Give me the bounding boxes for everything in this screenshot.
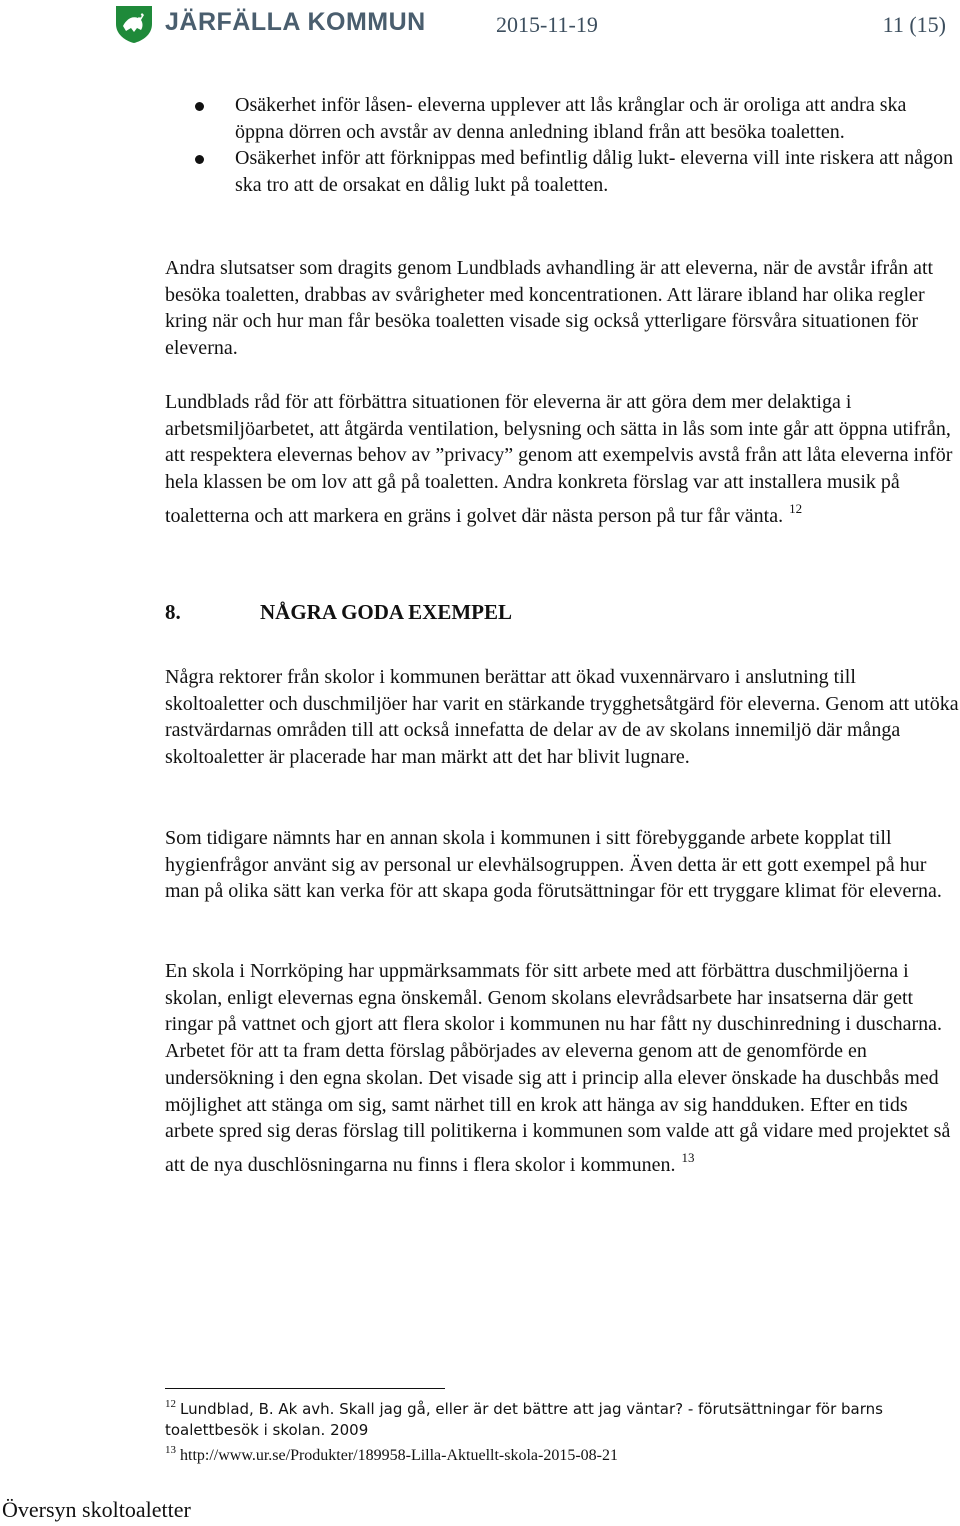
footnote-link[interactable]: http://www.ur.se/Produkter/189958-Lilla-Aktuellt-skola-2015-08-21 bbox=[180, 1447, 619, 1464]
paragraph bbox=[165, 389, 959, 530]
paragraph-text: Andra slutsatser som dragits genom Lundblads avhandling är att eleverna, när de avstår ifrån att besöka toaletten, drabbas av svårigheter med koncentrationen. Att lärare ibland har olika regler kring när och hur man får besöka toaletten visade sig också ytterligare försvåra situationen för eleverna. bbox=[165, 257, 934, 360]
footnote-text: Lundblad, B. Ak avh. Skall jag gå, eller är det bättre att jag väntar? - förutsättningar för barns toalettbesök i skolan. 2009 bbox=[165, 1400, 883, 1439]
section-heading bbox=[165, 600, 512, 625]
organization-name: JÄRFÄLLA KOMMUN bbox=[165, 8, 426, 36]
list-item-text: Osäkerhet inför att förknippas med befintlig dålig lukt- eleverna vill inte riskera att någon ska tro att de orsakat en dålig lukt på toaletten. bbox=[235, 147, 954, 197]
list-item bbox=[235, 92, 959, 145]
bullet-icon bbox=[195, 102, 204, 111]
footnote bbox=[165, 1394, 955, 1441]
footnote-number: 13 bbox=[165, 1444, 176, 1456]
section-number: 8. bbox=[165, 600, 181, 624]
footnote-ref: 13 bbox=[681, 1149, 695, 1165]
paragraph-text: Lundblads råd för att förbättra situationen för eleverna är att göra dem mer delaktiga i arbetsmiljöarbetet, att åtgärda ventilation, belysning och sätta in lås som inte går att öppna utifrån, att respektera elevernas behov av ”privacy” genom att exempelvis avstå från att låta eleverna inför hela klassen be om lov att gå på toaletten. Andra konkreta förslag var att installera musik på toaletterna och att markera en gräns i golvet där nästa person på tur får vänta. bbox=[165, 391, 953, 527]
crest-logo-icon bbox=[114, 4, 154, 44]
page-number: 11 (15) bbox=[882, 12, 946, 37]
footnote-number: 12 bbox=[165, 1398, 176, 1410]
footer-title: Översyn skoltoaletter bbox=[2, 1497, 191, 1522]
bullet-icon bbox=[195, 155, 204, 164]
paragraph bbox=[165, 664, 959, 771]
paragraph bbox=[165, 958, 959, 1179]
footnote bbox=[165, 1440, 955, 1466]
list-item bbox=[235, 145, 959, 198]
paragraph bbox=[165, 255, 959, 362]
paragraph-text: Som tidigare nämnts har en annan skola i kommunen i sitt förebyggande arbete kopplat till hygienfrågor använt sig av personal ur elevhälsogruppen. Även detta är ett gott exempel på hur man på olika sätt kan verka för att skapa goda förutsättningar för ett tryggare klimat för eleverna. bbox=[165, 827, 942, 903]
paragraph-text: Några rektorer från skolor i kommunen berättar att ökad vuxennärvaro i anslutning till skoltoaletter och duschmiljöer har varit en stärkande trygghetsåtgärd för eleverna. Genom att utöka rastvärdarnas områden till att också innefatta de delar av de av skolans innemiljö där många skoltoaletter är placerade har man märkt att det har blivit lugnare. bbox=[165, 666, 959, 769]
paragraph-text: En skola i Norrköping har uppmärksammats för sitt arbete med att förbättra duschmiljöerna i skolan, enligt elevernas egna önskemål. Genom skolans elevrådsarbete har insatserna där gett ringar på vattnet och gjort att flera skolor i kommunen nu har fått ny duschinredning i duscharna. Arbetet för att ta fram detta förslag påbörjades av eleverna genom att de genomförde en undersökning i den egna skolan. Det visade sig att i princip alla elever önskade ha duschbås med möjlighet att stänga om sig, samt närhet till en krok att hänga av sig handduken. Efter en tids arbete spred sig deras förslag till politikerna i kommunen som valde att gå vidare med projektet så att de nya duschlösningarna nu finns i flera skolor i kommunen. bbox=[165, 960, 951, 1176]
footnote-divider bbox=[165, 1388, 445, 1389]
document-date: 2015-11-19 bbox=[496, 12, 598, 37]
bullet-list bbox=[235, 92, 959, 199]
section-title: NÅGRA GODA EXEMPEL bbox=[260, 600, 513, 624]
paragraph bbox=[165, 825, 959, 905]
footnote-ref: 12 bbox=[789, 500, 803, 516]
list-item-text: Osäkerhet inför låsen- eleverna upplever att lås krånglar och är oroliga att andra ska öppna dörren och avstår av denna anledning ibland från att besöka toaletten. bbox=[235, 94, 907, 143]
